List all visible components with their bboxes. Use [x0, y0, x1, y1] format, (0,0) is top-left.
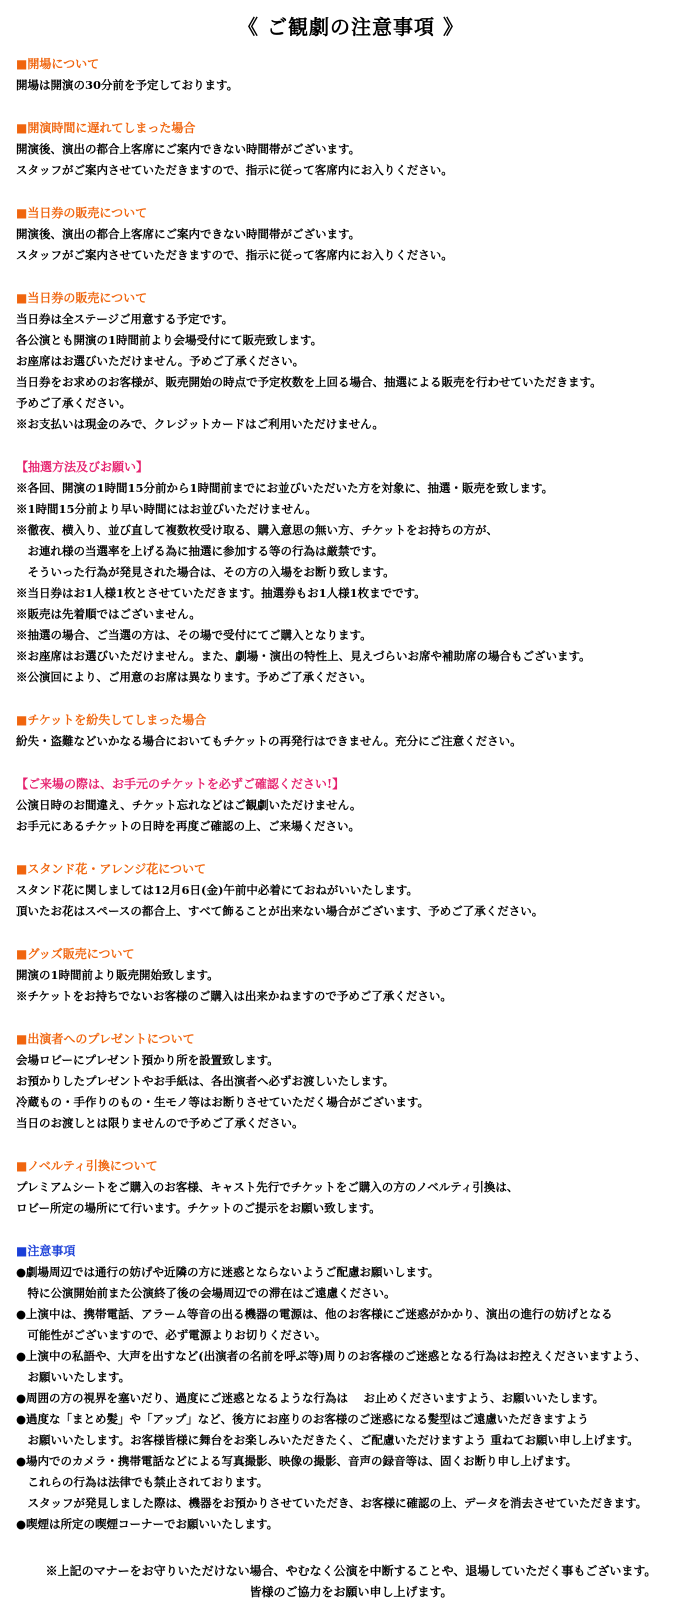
section-line: 開場は開演の30分前を予定しております。 — [16, 78, 239, 92]
section-line: ※各回、開演の1時間15分前から1時間前までにお並びいただいた方を対象に、抽選・販売を致します。 — [16, 481, 554, 495]
section-line: 頂いたお花はスペースの都合上、すべて飾ることが出来ない場合がございます、予めご了承ください。 — [16, 904, 544, 918]
section-heading: 【ご来場の際は、お手元のチケットを必ずご確認ください!】 — [16, 777, 345, 791]
notice-section — [16, 944, 686, 1007]
notice-section — [16, 118, 686, 181]
section-line: スタンド花に関しましては12月6日(金)午前中必着にておねがいいたします。 — [16, 883, 418, 897]
section-line: プレミアムシートをご購入のお客様、キャスト先行でチケットをご購入の方のノベルティ引換は、 — [16, 1180, 519, 1194]
section-heading: ■ノベルティ引換について — [16, 1159, 158, 1173]
section-line: ※チケットをお持ちでないお客様のご購入は出来かねますので予めご了承ください。 — [16, 989, 452, 1003]
section-line: 特に公演開始前また公演終了後の会場周辺での滞在はご遠慮ください。 — [16, 1286, 396, 1300]
notice-section — [16, 457, 686, 688]
section-line: ●喫煙は所定の喫煙コーナーでお願いいたします。 — [16, 1517, 279, 1531]
section-heading: ■注意事項 — [16, 1244, 76, 1258]
notice-section — [16, 1029, 686, 1134]
section-heading: ■当日券の販売について — [16, 206, 148, 220]
notice-sections — [16, 54, 686, 1535]
section-line: ※1時間15分前より早い時間にはお並びいただけません。 — [16, 502, 317, 516]
section-line: お連れ様の当選率を上げる為に抽選に参加する等の行為は厳禁です。 — [16, 544, 384, 558]
section-line: 可能性がございますので、必ず電源よりお切りください。 — [16, 1328, 327, 1342]
section-line: 当日券は全ステージご用意する予定です。 — [16, 312, 234, 326]
notice-section — [16, 859, 686, 922]
section-line: 当日のお渡しとは限りませんので予めご了承ください。 — [16, 1116, 304, 1130]
section-line: 当日券をお求めのお客様が、販売開始の時点で予定枚数を上回る場合、抽選による販売を行わせていただきます。 — [16, 375, 602, 389]
section-heading: ■グッズ販売について — [16, 947, 135, 961]
section-line: ※お支払いは現金のみで、クレジットカードはご利用いただけません。 — [16, 417, 384, 431]
section-line: ●劇場周辺では通行の妨げや近隣の方に迷惑とならないようご配慮お願いします。 — [16, 1265, 440, 1279]
section-line: スタッフがご案内させていただきますので、指示に従って客席内にお入りください。 — [16, 248, 453, 262]
section-line: 予めご了承ください。 — [16, 396, 131, 410]
section-line: ●上演中は、携帯電話、アラーム等音の出る機器の電源は、他のお客様にご迷惑がかかり、演出の進行の妨げとなる — [16, 1307, 613, 1321]
section-line: お手元にあるチケットの日時を再度ご確認の上、ご来場ください。 — [16, 819, 360, 833]
section-line: お願いいたします。 — [16, 1370, 131, 1384]
notice-section — [16, 1241, 686, 1535]
section-line: スタッフがご案内させていただきますので、指示に従って客席内にお入りください。 — [16, 163, 453, 177]
section-line: 紛失・盗難などいかなる場合においてもチケットの再発行はできません。充分にご注意ください。 — [16, 734, 522, 748]
section-line: これらの行為は法律でも禁止されております。 — [16, 1475, 269, 1489]
section-line: 開演の1時間前より販売開始致します。 — [16, 968, 219, 982]
section-line: ●周囲の方の視界を塞いだり、過度にご迷惑となるような行為は お止めくださいますよう、お願いいたします。 — [16, 1391, 605, 1405]
section-heading: ■開場について — [16, 57, 100, 71]
section-line: ●上演中の私語や、大声を出すなど(出演者の名前を呼ぶ等)周りのお客様のご迷惑となる行為はお控えくださいますよう、 — [16, 1349, 647, 1363]
section-line: ※抽選の場合、ご当選の方は、その場で受付にてご購入となります。 — [16, 628, 372, 642]
footer-notice — [16, 1561, 686, 1603]
section-line: 冷蔵もの・手作りのもの・生モノ等はお断りさせていただく場合がございます。 — [16, 1095, 429, 1109]
section-line: 各公演とも開演の1時間前より会場受付にて販売致します。 — [16, 333, 323, 347]
section-line: ※お座席はお選びいただけません。また、劇場・演出の特性上、見えづらいお席や補助席の場合もございます。 — [16, 649, 591, 663]
notice-section — [16, 54, 686, 96]
section-line: 開演後、演出の都合上客席にご案内できない時間帯がございます。 — [16, 142, 361, 156]
section-heading: 【抽選方法及びお願い】 — [16, 460, 149, 474]
section-heading: ■スタンド花・アレンジ花について — [16, 862, 207, 876]
section-line: ●過度な「まとめ髪」や「アップ」など、後方にお座りのお客様のご迷惑になる髪型はご遠慮いただきますよう — [16, 1412, 589, 1426]
footer-line: 皆様のご協力をお願い申し上げます。 — [249, 1585, 453, 1599]
notice-section — [16, 288, 686, 435]
section-line: ロビー所定の場所にて行います。チケットのご提示をお願い致します。 — [16, 1201, 381, 1215]
section-line: そういった行為が発見された場合は、その方の入場をお断り致します。 — [16, 565, 395, 579]
section-line: ●場内でのカメラ・携帯電話などによる写真撮影、映像の撮影、音声の録音等は、固くお断り申し上げます。 — [16, 1454, 578, 1468]
section-line: お願いいたします。お客様皆様に舞台をお楽しみいただきたく、ご配慮いただけますよう 重ねてお願い申し上げます。 — [16, 1433, 639, 1447]
section-line: お座席はお選びいただけません。予めご了承ください。 — [16, 354, 305, 368]
section-line: スタッフが発見しました際は、機器をお預かりさせていただき、お客様に確認の上、データを消去させていただきます。 — [16, 1496, 648, 1510]
notice-section — [16, 710, 686, 752]
notice-section — [16, 203, 686, 266]
notice-section — [16, 1156, 686, 1219]
section-line: 公演日時のお間違え、チケット忘れなどはご観劇いただけません。 — [16, 798, 362, 812]
section-line: ※販売は先着順ではございません。 — [16, 607, 201, 621]
section-heading: ■出演者へのプレゼントについて — [16, 1032, 195, 1046]
section-line: ※公演回により、ご用意のお席は異なります。予めご了承ください。 — [16, 670, 372, 684]
section-heading: ■当日券の販売について — [16, 291, 148, 305]
section-heading: ■開演時間に遅れてしまった場合 — [16, 121, 196, 135]
section-line: ※徹夜、横入り、並び直して複数枚受け取る、購入意思の無い方、チケットをお持ちの方が、 — [16, 523, 498, 537]
notice-section — [16, 774, 686, 837]
section-line: ※当日券はお1人様1枚とさせていただきます。抽選券もお1人様1枚までです。 — [16, 586, 426, 600]
footer-line: ※上記のマナーをお守りいただけない場合、やむなく公演を中断することや、退場していただく事もございます。 — [45, 1564, 657, 1578]
page-title: 《 ご観劇の注意事項 》 — [238, 15, 464, 39]
section-line: 会場ロビーにプレゼント預かり所を設置致します。 — [16, 1053, 279, 1067]
section-heading: ■チケットを紛失してしまった場合 — [16, 713, 207, 727]
section-line: お預かりしたプレゼントやお手紙は、各出演者へ必ずお渡しいたします。 — [16, 1074, 395, 1088]
section-line: 開演後、演出の都合上客席にご案内できない時間帯がございます。 — [16, 227, 361, 241]
